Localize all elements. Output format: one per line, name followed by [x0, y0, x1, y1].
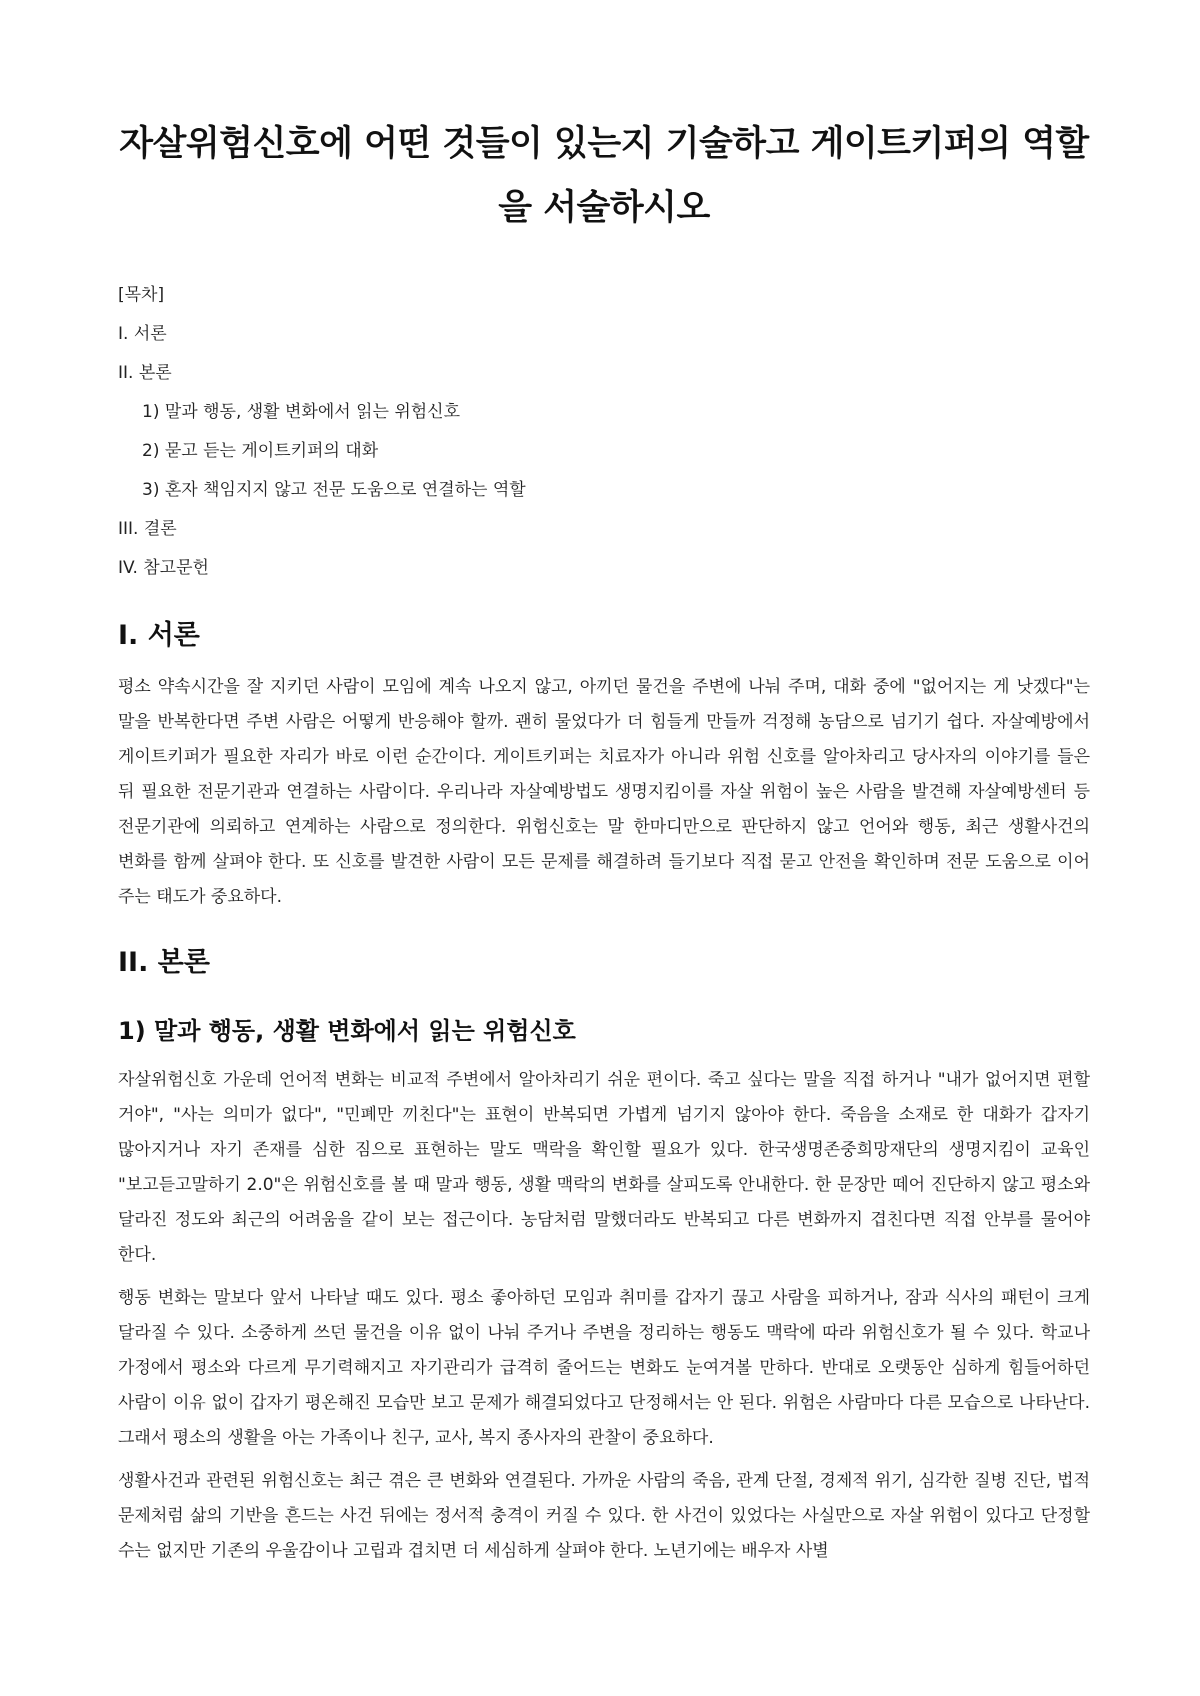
body-paragraph-verbal-signs: 자살위험신호 가운데 언어적 변화는 비교적 주변에서 알아차리기 쉬운 편이다. 죽고 싶다는 말을 직접 하거나 "내가 없어지면 편할 거야", "사는 의미가 없다", "민폐만 끼친다"는 표현이 반복되면 가볍게 넘기지 않아야 한다. 죽음을 소재로 한 대화가 갑자기 많아지거나 자기 존재를 심한 짐으로 표현하는 말도 맥락을 확인할 필요가 있다. 한국생명존중희망재단의 생명지킴이 교육인 "보고듣고말하기 2.0"은 위험신호를 볼 때 말과 행동, 생활 맥락의 변화를 살피도록 안내한다. 한 문장만 떼어 진단하지 않고 평소와 달라진 정도와 최근의 어려움을 같이 보는 접근이다. 농담처럼 말했더라도 반복되고 다른 변화까지 겹친다면 직접 안부를 물어야 한다.: [118, 1070, 1090, 1265]
toc-heading: [목차]: [118, 285, 165, 305]
document-title: 자살위험신호에 어떤 것들이 있는지 기술하고 게이트키퍼의 역할을 서술하시오: [119, 124, 1089, 228]
toc-item-references: IV. 참고문헌: [118, 558, 209, 578]
toc-item-body-subsection-2: 2) 묻고 듣는 게이트키퍼의 대화: [142, 441, 379, 461]
body-paragraph-life-event-signs: 생활사건과 관련된 위험신호는 최근 겪은 큰 변화와 연결된다. 가까운 사람의 죽음, 관계 단절, 경제적 위기, 심각한 질병 진단, 법적 문제처럼 삶의 기반을 흔드는 사건 뒤에는 정서적 충격이 커질 수 있다. 한 사건이 있었다는 사실만으로 자살 위험이 있다고 단정할 수는 없지만 기존의 우울감이나 고립과 겹치면 더 세심하게 살펴야 한다. 노년기에는 배우자 사별: [118, 1471, 1090, 1561]
toc-item-body-subsection-1: 1) 말과 행동, 생활 변화에서 읽는 위험신호: [142, 402, 461, 422]
introduction-paragraph: 평소 약속시간을 잘 지키던 사람이 모임에 계속 나오지 않고, 아끼던 물건을 주변에 나눠 주며, 대화 중에 "없어지는 게 낫겠다"는 말을 반복한다면 주변 사람은 어떻게 반응해야 할까. 괜히 물었다가 더 힘들게 만들까 걱정해 농담으로 넘기기 쉽다. 자살예방에서 게이트키퍼가 필요한 자리가 바로 이런 순간이다. 게이트키퍼는 치료자가 아니라 위험 신호를 알아차리고 당사자의 이야기를 들은 뒤 필요한 전문기관과 연결하는 사람이다. 우리나라 자살예방법도 생명지킴이를 자살 위험이 높은 사람을 발견해 자살예방센터 등 전문기관에 의뢰하고 연계하는 사람으로 정의한다. 위험신호는 말 한마디만으로 판단하지 않고 언어와 행동, 최근 생활사건의 변화를 함께 살펴야 한다. 또 신호를 발견한 사람이 모든 문제를 해결하려 들기보다 직접 묻고 안전을 확인하며 전문 도움으로 이어 주는 태도가 중요하다.: [118, 677, 1090, 907]
toc-item-body: II. 본론: [118, 363, 172, 383]
toc-item-body-subsection-3: 3) 혼자 책임지지 않고 전문 도움으로 연결하는 역할: [142, 480, 526, 500]
toc-item-conclusion: III. 결론: [118, 519, 177, 539]
section-heading-introduction: I. 서론: [118, 620, 200, 651]
body-paragraph-behavioral-signs: 행동 변화는 말보다 앞서 나타날 때도 있다. 평소 좋아하던 모임과 취미를 갑자기 끊고 사람을 피하거나, 잠과 식사의 패턴이 크게 달라질 수 있다. 소중하게 쓰던 물건을 이유 없이 나눠 주거나 주변을 정리하는 행동도 맥락에 따라 위험신호가 될 수 있다. 학교나 가정에서 평소와 다르게 무기력해지고 자기관리가 급격히 줄어드는 변화도 눈여겨볼 만하다. 반대로 오랫동안 심하게 힘들어하던 사람이 이유 없이 갑자기 평온해진 모습만 보고 문제가 해결되었다고 단정해서는 안 된다. 위험은 사람마다 다른 모습으로 나타난다. 그래서 평소의 생활을 아는 가족이나 친구, 교사, 복지 종사자의 관찰이 중요하다.: [118, 1288, 1090, 1448]
section-heading-body: II. 본론: [118, 947, 210, 978]
subsection-heading-warning-signs: 1) 말과 행동, 생활 변화에서 읽는 위험신호: [118, 1017, 576, 1045]
toc-item-introduction: I. 서론: [118, 324, 167, 344]
table-of-contents: [118, 276, 1090, 588]
